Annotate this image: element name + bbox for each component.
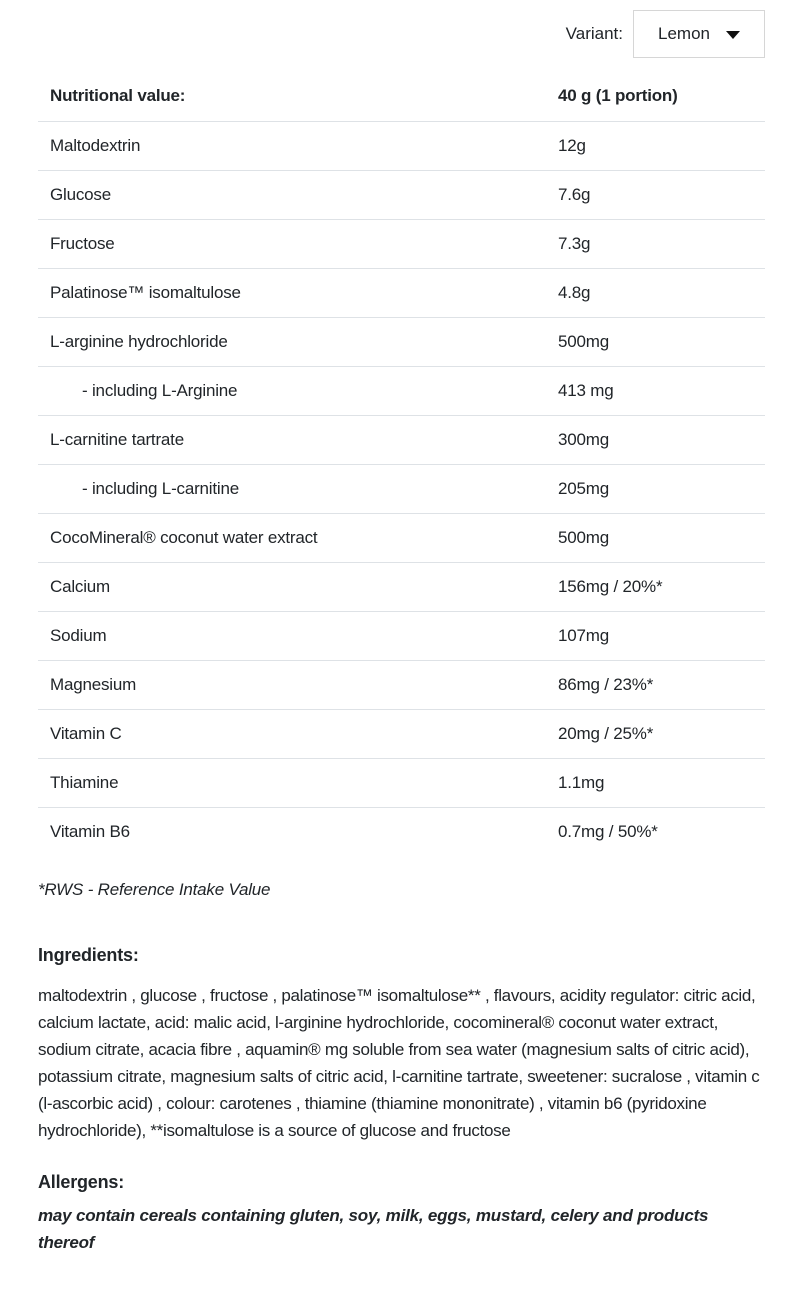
nutrition-header-row [38,72,765,121]
nutrient-name: Vitamin B6 [50,821,130,841]
ingredients-heading: Ingredients: [38,945,139,965]
nutrient-value: 205mg [546,464,765,513]
table-row [38,317,765,366]
allergens-heading: Allergens: [38,1172,125,1192]
table-row [38,709,765,758]
nutrient-value: 413 mg [546,366,765,415]
allergens-text: may contain cereals containing gluten, soy, milk, eggs, mustard, celery and products thereof [38,1206,709,1252]
nutrient-value: 12g [546,121,765,170]
variant-label: Variant: [565,24,623,43]
nutrient-name: - including L-carnitine [38,464,546,513]
nutrient-value: 107mg [546,611,765,660]
nutrient-name: Vitamin C [38,709,546,758]
chevron-down-icon [726,31,740,39]
table-row [38,219,765,268]
table-row [38,464,765,513]
variant-row [38,10,765,58]
table-row [38,807,765,856]
nutrient-name: Sodium [38,611,546,660]
nutrient-value: 0.7mg / 50%* [558,821,658,841]
nutrient-value: 300mg [546,415,765,464]
rws-footnote: *RWS - Reference Intake Value [38,880,271,899]
nutrient-value: 7.3g [546,219,765,268]
nutrient-value: 156mg / 20%* [546,562,765,611]
nutrient-value: 4.8g [546,268,765,317]
nutrient-name: Thiamine [38,758,546,807]
nutrient-name: Palatinose™ isomaltulose [38,268,546,317]
ingredients-text: maltodextrin , glucose , fructose , palatinose™ isomaltulose** , flavours, acidity regulator: citric acid, calcium lactate, acid: malic acid, l-arginine hydrochloride, cocomineral® coconut water extract, sodium citrate, acacia fibre , aquamin® mg soluble from sea water (magnesium salts of citric acid), potassium citrate, magnesium salts of citric acid, l-carnitine tartrate, sweetener: sucralose , vitamin c (l-ascorbic acid) , colour: carotenes , thiamine (thiamine mononitrate) , vitamin b6 (pyridoxine hydrochloride), **isomaltulose is a source of glucose and fructose [38,986,760,1140]
nutrient-name: Magnesium [38,660,546,709]
table-row [38,268,765,317]
nutrition-table [38,72,765,856]
table-row [38,121,765,170]
nutrient-value: 500mg [546,513,765,562]
table-row [38,513,765,562]
variant-selected-value: Lemon [658,24,710,43]
nutrition-header-label: Nutritional value: [38,72,546,121]
variant-dropdown[interactable] [633,10,765,58]
table-row [38,366,765,415]
nutrient-name: L-carnitine tartrate [38,415,546,464]
nutrition-header-portion: 40 g (1 portion) [546,72,765,121]
table-row [38,611,765,660]
nutrient-name: Maltodextrin [38,121,546,170]
nutrient-value: 1.1mg [546,758,765,807]
nutrient-name: Glucose [38,170,546,219]
table-row [38,562,765,611]
nutrient-name: L-arginine hydrochloride [38,317,546,366]
table-row [38,758,765,807]
table-row [38,415,765,464]
table-row [38,660,765,709]
table-row [38,170,765,219]
nutrient-value: 500mg [546,317,765,366]
nutrient-value: 20mg / 25%* [546,709,765,758]
nutrient-name: CocoMineral® coconut water extract [38,513,546,562]
nutrient-value: 86mg / 23%* [546,660,765,709]
nutrient-name: Fructose [38,219,546,268]
nutrient-name: - including L-Arginine [38,366,546,415]
nutrient-value: 7.6g [546,170,765,219]
nutrient-name: Calcium [38,562,546,611]
